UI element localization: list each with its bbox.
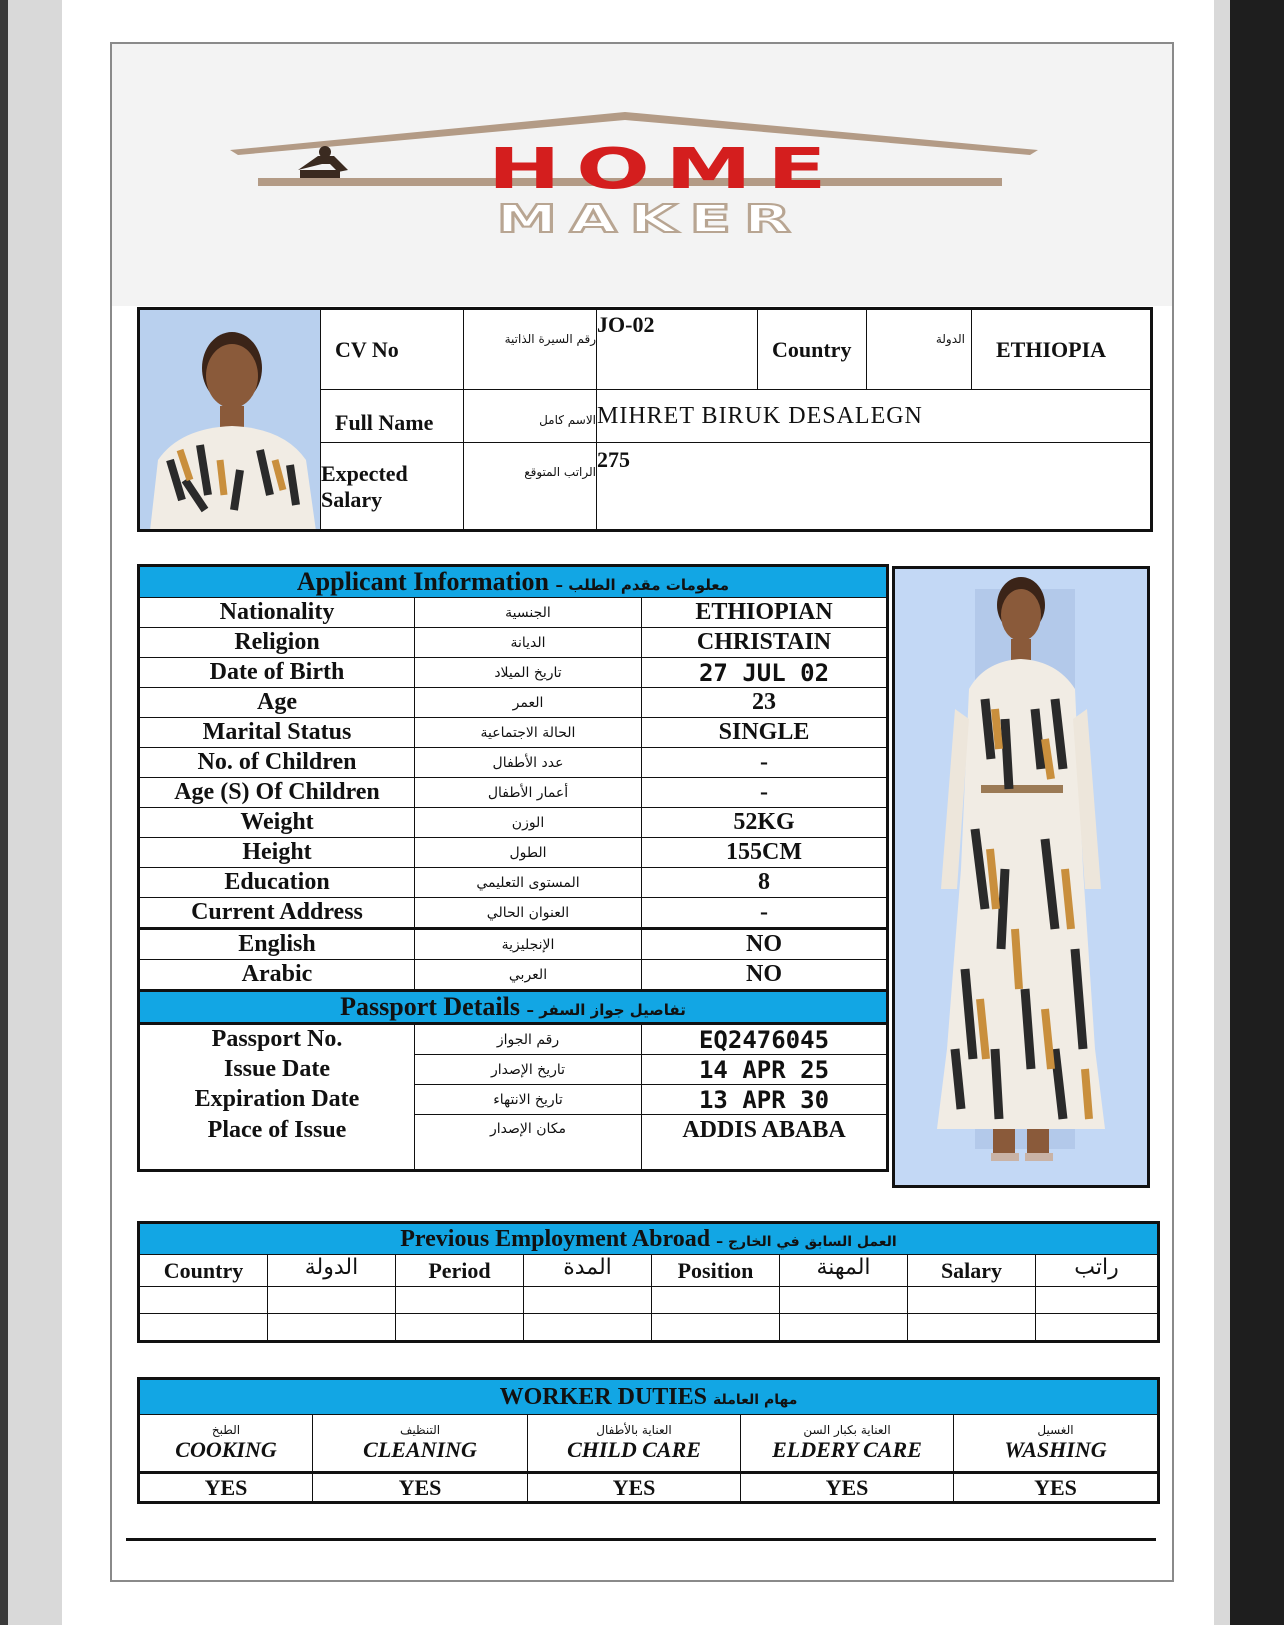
logo-home-text: HOME [487,137,843,202]
row-value: SINGLE [642,718,888,748]
duty-label-ar: العناية بالأطفال [596,1423,672,1437]
expected-salary-value: 275 [597,443,1152,531]
logo-maker-text: MAKER [496,197,804,241]
table-row [139,1314,1159,1342]
row-label-ar: تاريخ الانتهاء [415,1085,642,1115]
table-row [139,1115,888,1171]
table-row [139,1024,888,1055]
row-label: Marital Status [139,718,415,748]
table-row [139,898,888,929]
row-value: 8 [642,868,888,898]
duty-label: WASHING [1004,1437,1107,1462]
duty-label-ar: التنظيف [399,1423,441,1437]
row-label: Current Address [139,898,415,929]
duty-child-care [528,1415,741,1473]
column-header-country-ar: الدولة [268,1255,396,1287]
expected-salary-label [321,443,464,531]
table-row [139,1085,888,1115]
row-value: NO [642,960,888,991]
column-header-position-ar: المهنة [780,1255,908,1287]
applicant-info-table [137,564,889,1172]
cv-header-table [137,307,1153,532]
duty-cleaning [313,1415,528,1473]
passport-details-title: Passport Details [340,992,520,1021]
column-header-country: Country [139,1255,268,1287]
table-row [139,1287,1159,1314]
column-header-salary: Salary [908,1255,1036,1287]
duty-value: YES [741,1473,954,1503]
row-label: Passport No. [139,1024,415,1055]
worker-duties-header [139,1379,1159,1415]
row-value: - [642,898,888,929]
duty-label: COOKING [175,1437,277,1462]
homemaker-logo [230,112,1080,242]
row-label: Age [139,688,415,718]
row-value: ETHIOPIAN [642,598,888,628]
cv-no-label: CV No [321,309,464,390]
row-label-ar: مكان الإصدار [415,1115,642,1171]
duty-eldery-care [741,1415,954,1473]
row-label: Place of Issue [139,1115,415,1171]
duty-value: YES [313,1473,528,1503]
row-label-ar: عدد الأطفال [415,748,642,778]
row-label: Education [139,868,415,898]
duty-value: YES [139,1473,313,1503]
duty-value: YES [954,1473,1159,1503]
row-label: Age (S) Of Children [139,778,415,808]
table-row [139,1055,888,1085]
previous-employment-title: Previous Employment Abroad [400,1225,711,1252]
previous-employment-title-ar: – العمل السابق في الخارج [716,1233,897,1250]
expected-salary-label-line1: Expected [321,461,408,487]
duty-label: CLEANING [363,1437,477,1462]
footer-divider [126,1538,1156,1541]
row-label: Issue Date [139,1055,415,1085]
row-value: ADDIS ABABA [642,1115,888,1171]
duty-label-ar: الطبخ [211,1423,241,1437]
viewer-right-edge [1230,0,1284,1625]
previous-employment-header [139,1223,1159,1255]
duty-value: YES [528,1473,741,1503]
column-header-period-ar: المدة [524,1255,652,1287]
row-value: EQ2476045 [642,1024,888,1055]
viewer-left-edge [0,0,8,1625]
full-name-label: Full Name [321,390,464,443]
row-value: 14 APR 25 [642,1055,888,1085]
row-label-ar: الديانة [415,628,642,658]
row-label: Height [139,838,415,868]
row-label: Religion [139,628,415,658]
duty-cooking [139,1415,313,1473]
row-label: No. of Children [139,748,415,778]
column-header-period: Period [396,1255,524,1287]
previous-employment-table [137,1221,1160,1343]
column-header-salary-ar: راتب [1036,1255,1159,1287]
applicant-full-body-photo [892,566,1150,1188]
table-row [139,778,888,808]
row-value: NO [642,929,888,960]
row-label: Arabic [139,960,415,991]
table-row [139,598,888,628]
row-label-ar: الطول [415,838,642,868]
row-label-ar: المستوى التعليمي [415,868,642,898]
table-row [139,929,888,960]
expected-salary-label-line2: Salary [321,487,383,513]
table-row [139,868,888,898]
row-label-ar: الجنسية [415,598,642,628]
table-row [139,808,888,838]
cv-no-label-ar: رقم السيرة الذاتية [464,309,597,390]
applicant-info-header [139,566,888,598]
applicant-info-title-ar: – معلومات مقدم الطلب [555,576,730,594]
table-row [139,718,888,748]
country-value: ETHIOPIA [972,309,1152,390]
passport-details-title-ar: – تفاصيل جواز السفر [526,1001,686,1019]
row-label-ar: العربي [415,960,642,991]
row-value: 27 JUL 02 [642,658,888,688]
row-value: - [642,778,888,808]
table-row [139,960,888,991]
row-label: Expiration Date [139,1085,415,1115]
duty-label-ar: الغسيل [1037,1423,1074,1437]
worker-duties-table [137,1377,1160,1504]
row-label: Weight [139,808,415,838]
table-row [139,838,888,868]
row-label: Date of Birth [139,658,415,688]
cv-no-value: JO-02 [597,309,758,390]
table-row [139,688,888,718]
row-value: - [642,748,888,778]
full-name-label-ar: الاسم كامل [464,390,597,443]
row-value: 13 APR 30 [642,1085,888,1115]
duty-washing [954,1415,1159,1473]
table-row [139,628,888,658]
row-value: 52KG [642,808,888,838]
row-label-ar: الإنجليزية [415,929,642,960]
expected-salary-label-ar: الراتب المتوقع [464,443,597,531]
passport-details-header [139,991,888,1024]
worker-duties-title-ar: مهام العاملة [712,1391,798,1408]
duty-label: ELDERY CARE [772,1437,922,1462]
row-label-ar: تاريخ الإصدار [415,1055,642,1085]
row-label-ar: تاريخ الميلاد [415,658,642,688]
full-name-value: MIHRET BIRUK DESALEGN [597,390,1152,443]
country-label: Country [758,309,867,390]
row-label: Nationality [139,598,415,628]
row-value: 23 [642,688,888,718]
row-label: English [139,929,415,960]
row-label-ar: العمر [415,688,642,718]
row-label-ar: العنوان الحالي [415,898,642,929]
row-value: CHRISTAIN [642,628,888,658]
column-header-position: Position [652,1255,780,1287]
country-label-ar: الدولة [867,309,972,390]
row-value: 155CM [642,838,888,868]
row-label-ar: الحالة الاجتماعية [415,718,642,748]
table-row [139,658,888,688]
table-row [139,748,888,778]
duty-label: CHILD CARE [567,1437,701,1462]
row-label-ar: أعمار الأطفال [415,778,642,808]
row-label-ar: الوزن [415,808,642,838]
applicant-info-title: Applicant Information [296,567,549,596]
worker-duties-title: WORKER DUTIES [499,1383,707,1410]
row-label-ar: رقم الجواز [415,1024,642,1055]
duty-label-ar: العناية بكبار السن [803,1423,891,1437]
